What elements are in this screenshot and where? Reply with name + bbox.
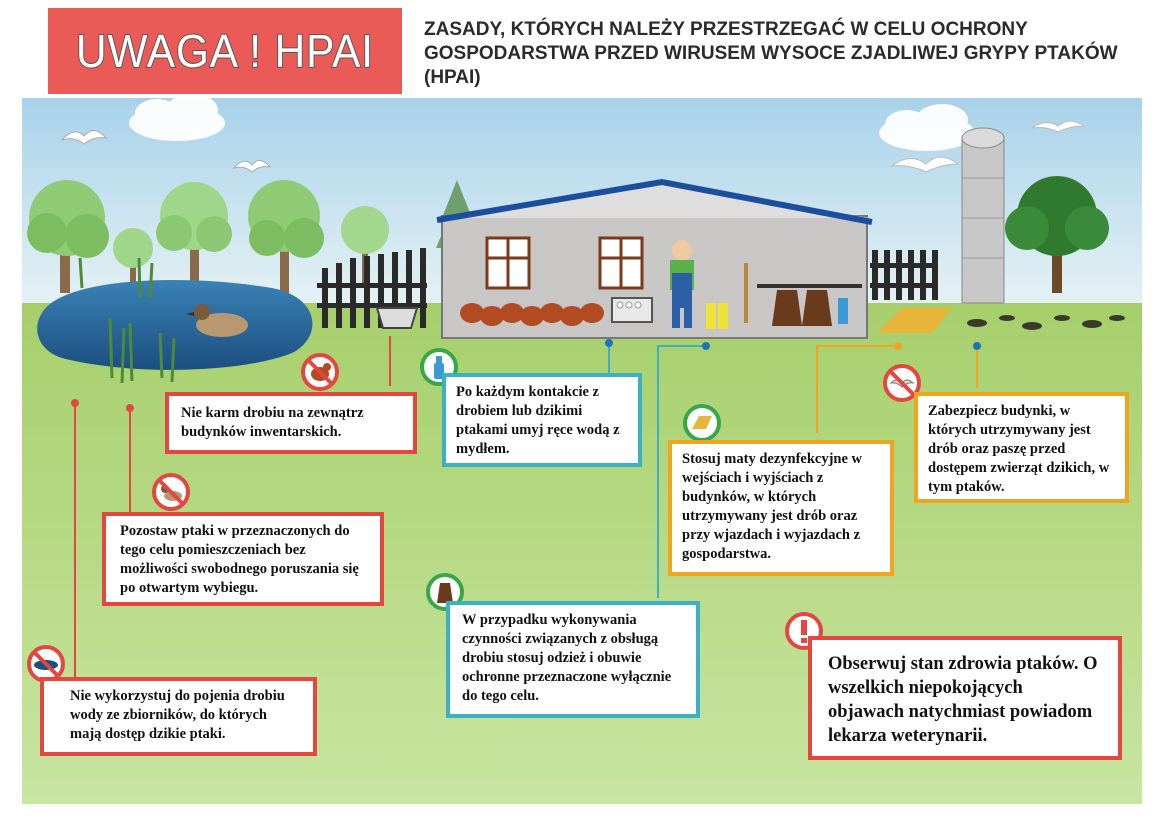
mat-icon xyxy=(682,403,722,443)
workbench xyxy=(757,284,862,288)
rule-clothing: W przypadku wykonywania czynności związanych z obsługą drobiu stosuj odzież i obuwie ochronne przeznaczone wyłącznie do tego celu. xyxy=(446,601,700,718)
egg-tray xyxy=(612,298,652,322)
rule-handwash: Po każdym kontakcie z drobiem lub dzikimi ptakami umyj ręce wodą z mydłem. xyxy=(442,373,642,467)
rule-secure: Zabezpiecz budynki, w których utrzymywany jest drób oraz paszę przed dostępem zwierząt dzikich, w tym ptaków. xyxy=(914,392,1129,503)
duck-ban-icon xyxy=(151,472,191,512)
barn-window xyxy=(600,238,642,288)
broom xyxy=(744,263,748,323)
banner-title: UWAGA ! HPAI xyxy=(76,25,374,77)
rule-feeding: Nie karm drobiu na zewnątrz budynków inwentarskich. xyxy=(165,392,417,454)
spray-bottle xyxy=(838,298,848,324)
rule-water: Nie wykorzystuj do pojenia drobiu wody ze zbiorników, do których mają dostęp dzikie ptaki. xyxy=(40,677,317,756)
cloud xyxy=(129,98,225,141)
barn-window xyxy=(487,238,529,288)
pond xyxy=(37,280,312,370)
silo xyxy=(962,128,1004,303)
feeder xyxy=(377,308,417,328)
page-title: ZASADY, KTÓRYCH NALEŻY PRZESTRZEGAĆ W CELU OCHRONY GOSPODARSTWA PRZED WIRUSEM WYSOCE ZJADLIWEJ GRYPY PTAKÓW (HPAI) xyxy=(424,19,1118,88)
apron xyxy=(772,290,802,326)
rule-observe: Obserwuj stan zdrowia ptaków. O wszelkich niepokojących objawach natychmiast powiadom lekarza weterynarii. xyxy=(808,636,1122,760)
rule-mats: Stosuj maty dezynfekcyjne w wejściach i wyjściach z budynków, w których utrzymywany jest drób oraz przy wjazdach i wyjazdach z gospodarstwa. xyxy=(668,440,894,576)
apron xyxy=(802,290,832,326)
chicken-ban-icon xyxy=(300,352,340,392)
rule-enclosure: Pozostaw ptaki w przeznaczonych do tego celu pomieszczeniach bez możliwości swobodnego poruszania się po otwartym wybiegu. xyxy=(102,512,384,606)
